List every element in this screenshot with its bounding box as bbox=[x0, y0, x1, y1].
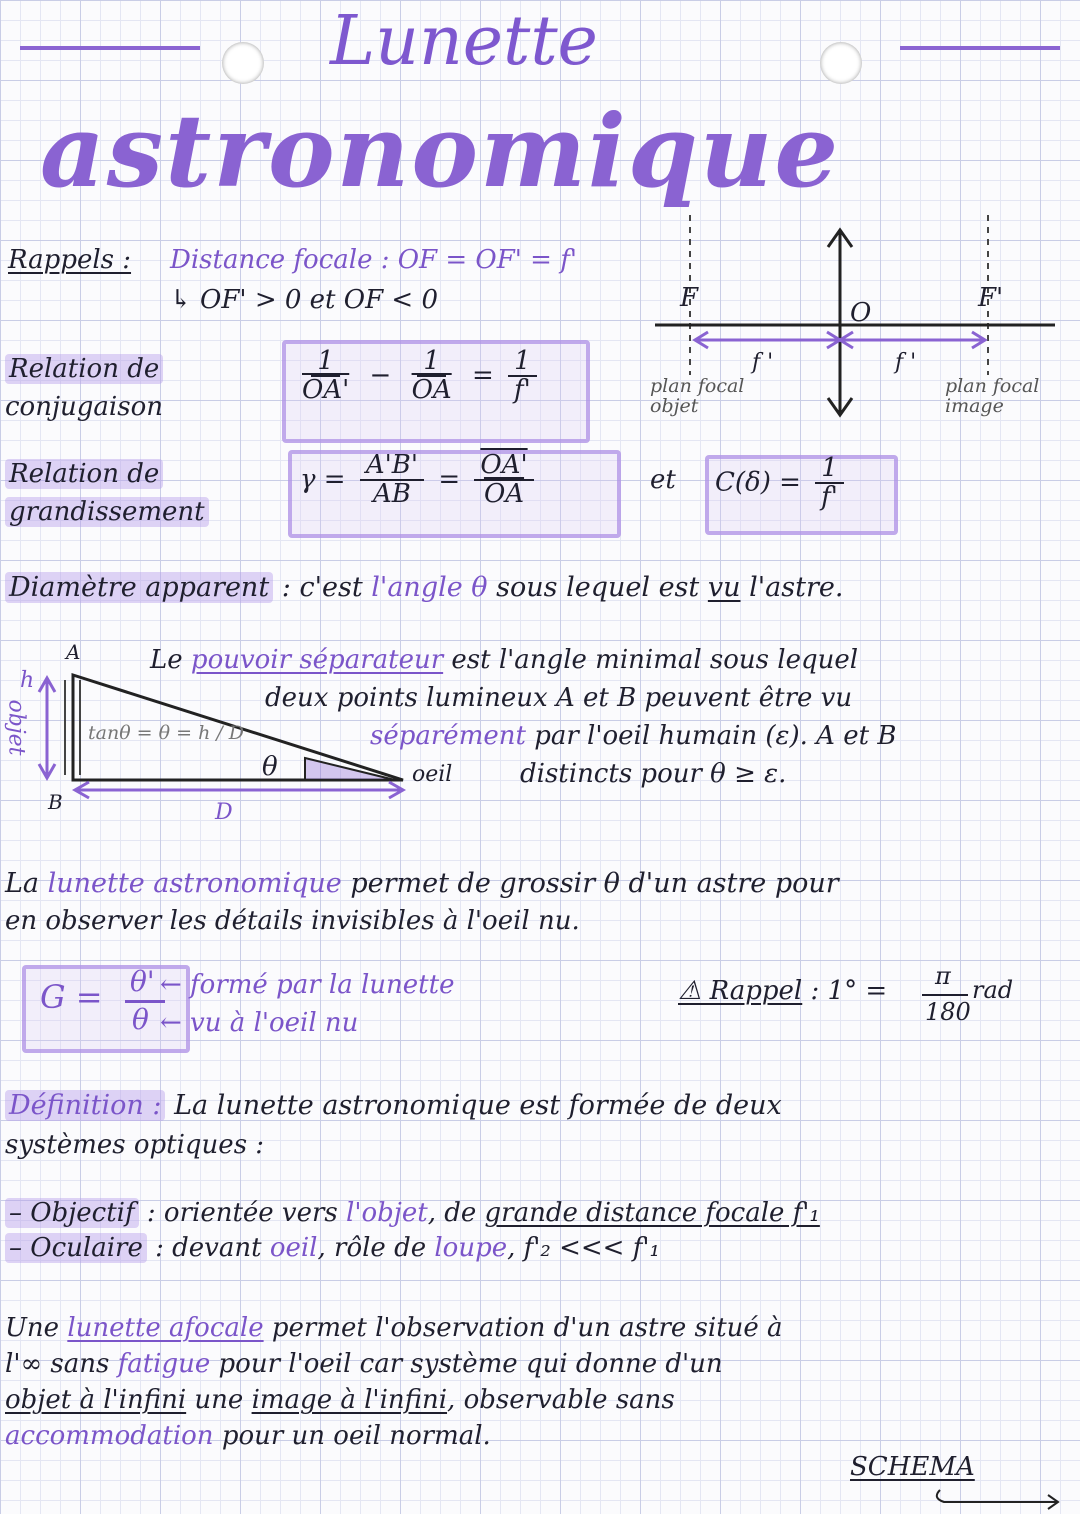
point-B: B bbox=[48, 790, 63, 814]
conjugaison-formula: $\frac{1}{OA'}$ − $\frac{1}{OA}$ = $\frac{1}{f'}$ bbox=[290, 348, 543, 405]
title-line1: Lunette bbox=[330, 2, 598, 81]
point-A: A bbox=[66, 640, 81, 664]
objet-label: objet bbox=[3, 699, 29, 756]
grossissement-G: G = bbox=[40, 978, 103, 1016]
oculaire-line: – Oculaire : devant oeil, rôle de loupe, f'₂ <<< f'₁ bbox=[5, 1233, 660, 1263]
lunette-line1: La lunette astronomique permet de grossir θ d'un astre pour bbox=[5, 868, 839, 899]
definition-line1: Définition : La lunette astronomique est formée de deux bbox=[5, 1090, 782, 1121]
pouvoir-line4: distincts pour θ ≥ ε. bbox=[520, 759, 787, 789]
lunette-line2: en observer les détails invisibles à l'oeil nu. bbox=[5, 906, 580, 936]
plan-focal-objet: plan focal objet bbox=[650, 375, 745, 417]
oeil-label: oeil bbox=[412, 762, 453, 787]
grossissement-den: θ bbox=[132, 1003, 149, 1036]
rappels-text: Distance focale : OF = OF' = f' bbox=[170, 245, 577, 275]
rappel-180: 180 bbox=[925, 998, 971, 1026]
grandissement-et: et bbox=[650, 465, 676, 495]
rappel-bar bbox=[922, 994, 968, 996]
grandissement-formula: γ = $\frac{A'B'}{AB}$ = $\frac{OA'}{OA}$ bbox=[300, 452, 540, 509]
afocale-line4: accommodation pour un oeil normal. bbox=[5, 1421, 491, 1451]
afocale-line1: Une lunette afocale permet l'observation d'un astre situé à bbox=[5, 1313, 783, 1343]
lens-label-Fp: F' bbox=[978, 283, 1004, 313]
lens-diagram bbox=[650, 215, 1070, 465]
rappel-unit: rad bbox=[972, 976, 1014, 1004]
diametre-apparent: Diamètre apparent : c'est l'angle θ sous lequel est vu l'astre. bbox=[5, 572, 843, 603]
punch-hole-right bbox=[820, 42, 862, 84]
plan-focal-image: plan focal image bbox=[945, 375, 1040, 417]
objectif-line: – Objectif : orientée vers l'objet, de grande distance focale f'₁ bbox=[5, 1198, 820, 1228]
grandissement-label: Relation de grandissement bbox=[5, 455, 209, 531]
afocale-line2: l'∞ sans fatigue pour l'oeil car système qui donne d'un bbox=[5, 1349, 723, 1379]
height-h: h bbox=[20, 668, 35, 693]
afocale-line3: objet à l'infini une image à l'infini, observable sans bbox=[5, 1385, 675, 1415]
pouvoir-line2: deux points lumineux A et B peuvent être vu bbox=[265, 683, 853, 713]
conjugaison-label: Relation de conjugaison bbox=[5, 354, 163, 422]
rappel-degree: ⚠ Rappel : 1° = bbox=[678, 976, 888, 1006]
schema-arrow-icon bbox=[930, 1486, 1070, 1510]
lens-label-F: F bbox=[680, 283, 699, 313]
lens-label-f1: f ' bbox=[752, 350, 774, 375]
pouvoir-line1: Le pouvoir séparateur est l'angle minimal sous lequel bbox=[150, 645, 859, 675]
pouvoir-line3: séparément par l'oeil humain (ε). A et B bbox=[370, 721, 897, 751]
grossissement-arrow2: ← vu à l'oeil nu bbox=[160, 1008, 359, 1038]
lens-label-f2: f ' bbox=[895, 350, 917, 375]
title-line2: astronomique bbox=[40, 92, 841, 210]
lens-label-O: O bbox=[850, 298, 872, 328]
definition-line2: systèmes optiques : bbox=[5, 1130, 265, 1160]
title-rule-right bbox=[900, 46, 1060, 50]
vergence-formula: C(δ) = $\frac{1}{f'}$ bbox=[715, 455, 850, 512]
title-rule-left bbox=[20, 46, 200, 50]
grossissement-arrow1: ← formé par la lunette bbox=[160, 970, 455, 1000]
rappel-pi: π bbox=[935, 962, 951, 990]
schema-label: SCHEMA bbox=[850, 1452, 975, 1482]
punch-hole-left bbox=[222, 42, 264, 84]
rappels-sub: ↳ OF' > 0 et OF < 0 bbox=[170, 285, 438, 315]
grossissement-num: θ' bbox=[130, 965, 155, 998]
distance-D: D bbox=[215, 800, 233, 825]
rappels-label: Rappels : bbox=[8, 245, 132, 275]
tan-formula: tanθ = θ = h / D bbox=[88, 722, 245, 744]
theta-label: θ bbox=[262, 752, 278, 782]
